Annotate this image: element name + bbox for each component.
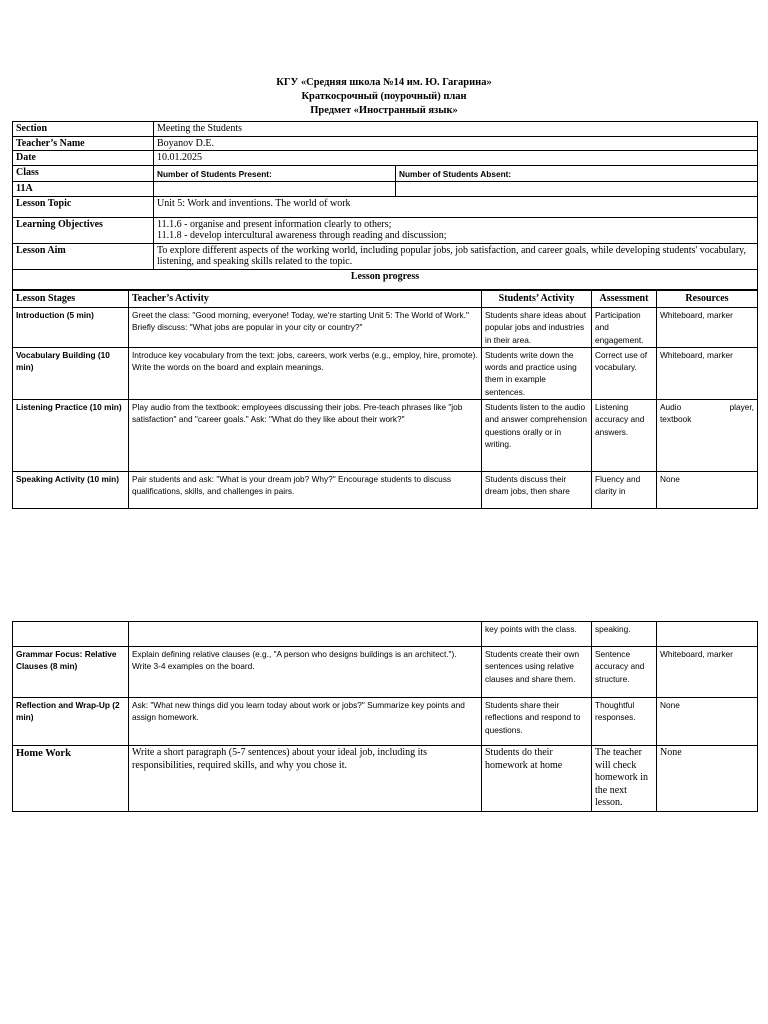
table-row [13,472,758,509]
table-row [13,698,758,746]
assessment-cell: Listening accuracy and answers. [592,400,657,472]
resources-line: textbook [660,414,692,425]
students-present-value [154,182,396,197]
resources-cell [657,400,758,472]
students-present-label: Number of Students Present: [154,165,396,182]
assessment-cell: Fluency and clarity in [592,472,657,509]
objectives-label: Learning Objectives [13,217,154,243]
students-activity-cell: Students discuss their dream jobs, then share [482,472,592,509]
teacher-activity-cell: Introduce key vocabulary from the text: jobs, careers, work verbs (e.g., employ, hire, promote). Write the words on the board and explain meanings. [129,347,482,399]
students-absent-value [396,182,758,197]
students-activity-cell: Students listen to the audio and answer comprehension questions orally or in writing. [482,400,592,472]
table-row [13,400,758,472]
table-row [13,347,758,399]
students-activity-cell: Students share ideas about popular jobs and industries in their area. [482,308,592,348]
resources-line: Audio player, [660,402,754,413]
students-activity-cell: Students create their own sentences using relative clauses and share them. [482,647,592,698]
class-value-row [13,182,758,197]
students-activity-cell: Students do their homework at home [482,746,592,812]
stage-cell: Listening Practice (10 min) [13,400,129,472]
resources-cell: None [657,472,758,509]
resources-cell: None [657,746,758,812]
teacher-value: Boyanov D.E. [154,136,758,151]
lesson-progress-heading: Lesson progress [13,269,758,289]
assessment-cell: Participation and engagement. [592,308,657,348]
stage-cell: Home Work [13,746,129,812]
lesson-progress-table [12,290,758,509]
table-row-continued [13,622,758,647]
col-header-assessment: Assessment [592,291,657,308]
date-label: Date [13,151,154,166]
teacher-row [13,136,758,151]
assessment-cell: The teacher will check homework in the next lesson. [592,746,657,812]
stage-cell: Reflection and Wrap-Up (2 min) [13,698,129,746]
section-row [13,122,758,137]
stage-cell: Introduction (5 min) [13,308,129,348]
teacher-activity-cell [129,622,482,647]
teacher-activity-cell: Play audio from the textbook: employees discussing their jobs. Pre-teach phrases like "job satisfaction" and "career goals." Ask: "What do they like about their work?" [129,400,482,472]
teacher-label: Teacher’s Name [13,136,154,151]
teacher-activity-cell: Ask: "What new things did you learn today about work or jobs?" Summarize key points and assign homework. [129,698,482,746]
topic-value: Unit 5: Work and inventions. The world of work [154,196,758,217]
table-row [13,746,758,812]
resources-cell: None [657,698,758,746]
lesson-progress-table-continued [12,621,758,812]
topic-label: Lesson Topic [13,196,154,217]
aim-label: Lesson Aim [13,243,154,269]
col-header-resources: Resources [657,291,758,308]
table-row [13,308,758,348]
progress-row [13,269,758,289]
teacher-activity-cell: Write a short paragraph (5-7 sentences) about your ideal job, including its responsibilities, required skills, and why you chose it. [129,746,482,812]
col-header-stages: Lesson Stages [13,291,129,308]
class-value: 11A [13,182,154,197]
teacher-activity-cell: Greet the class: "Good morning, everyone! Today, we're starting Unit 5: The World of Work." Briefly discuss: "What jobs are popular in your city or country?" [129,308,482,348]
resources-cell: Whiteboard, marker [657,647,758,698]
stage-cell: Grammar Focus: Relative Clauses (8 min) [13,647,129,698]
resources-cell [657,622,758,647]
document-header [0,76,768,118]
date-row [13,151,758,166]
teacher-activity-cell: Pair students and ask: "What is your dream job? Why?" Encourage students to discuss qualifications, skills, and challenges in pairs. [129,472,482,509]
objectives-row [13,217,758,243]
objectives-value [154,217,758,243]
assessment-cell: Correct use of vocabulary. [592,347,657,399]
topic-row [13,196,758,217]
stage-cell: Vocabulary Building (10 min) [13,347,129,399]
section-value: Meeting the Students [154,122,758,137]
resources-cell: Whiteboard, marker [657,347,758,399]
date-value: 10.01.2025 [154,151,758,166]
assessment-cell: speaking. [592,622,657,647]
col-header-teacher: Teacher’s Activity [129,291,482,308]
aim-value: To explore different aspects of the working world, including popular jobs, job satisfaction, and career goals, while developing students' vocabulary, listening, and speaking skills related to the topic. [154,243,758,269]
objective-item: 11.1.8 - develop intercultural awareness through reading and discussion; [157,230,447,241]
plan-type: Краткосрочный (поурочный) план [301,91,467,102]
teacher-activity-cell: Explain defining relative clauses (e.g., "A person who designs buildings is an architect."). Write 3-4 examples on the board. [129,647,482,698]
school-name: КГУ «Средняя школа №14 им. Ю. Гагарина» [276,77,492,88]
students-activity-cell: Students write down the words and practice using them in example sentences. [482,347,592,399]
subject-title: Предмет «Иностранный язык» [310,105,458,116]
assessment-cell: Sentence accuracy and structure. [592,647,657,698]
section-label: Section [13,122,154,137]
stage-cell: Speaking Activity (10 min) [13,472,129,509]
resources-cell: Whiteboard, marker [657,308,758,348]
students-absent-label: Number of Students Absent: [396,165,758,182]
objective-item: 11.1.6 - organise and present information clearly to others; [157,218,392,230]
table-header-row [13,291,758,308]
col-header-students: Students’ Activity [482,291,592,308]
table-row [13,647,758,698]
class-label: Class [13,165,154,182]
students-activity-cell: Students share their reflections and respond to questions. [482,698,592,746]
students-activity-cell: key points with the class. [482,622,592,647]
stage-cell [13,622,129,647]
aim-row [13,243,758,269]
class-row [13,165,758,182]
lesson-info-table [12,121,758,290]
assessment-cell: Thoughtful responses. [592,698,657,746]
